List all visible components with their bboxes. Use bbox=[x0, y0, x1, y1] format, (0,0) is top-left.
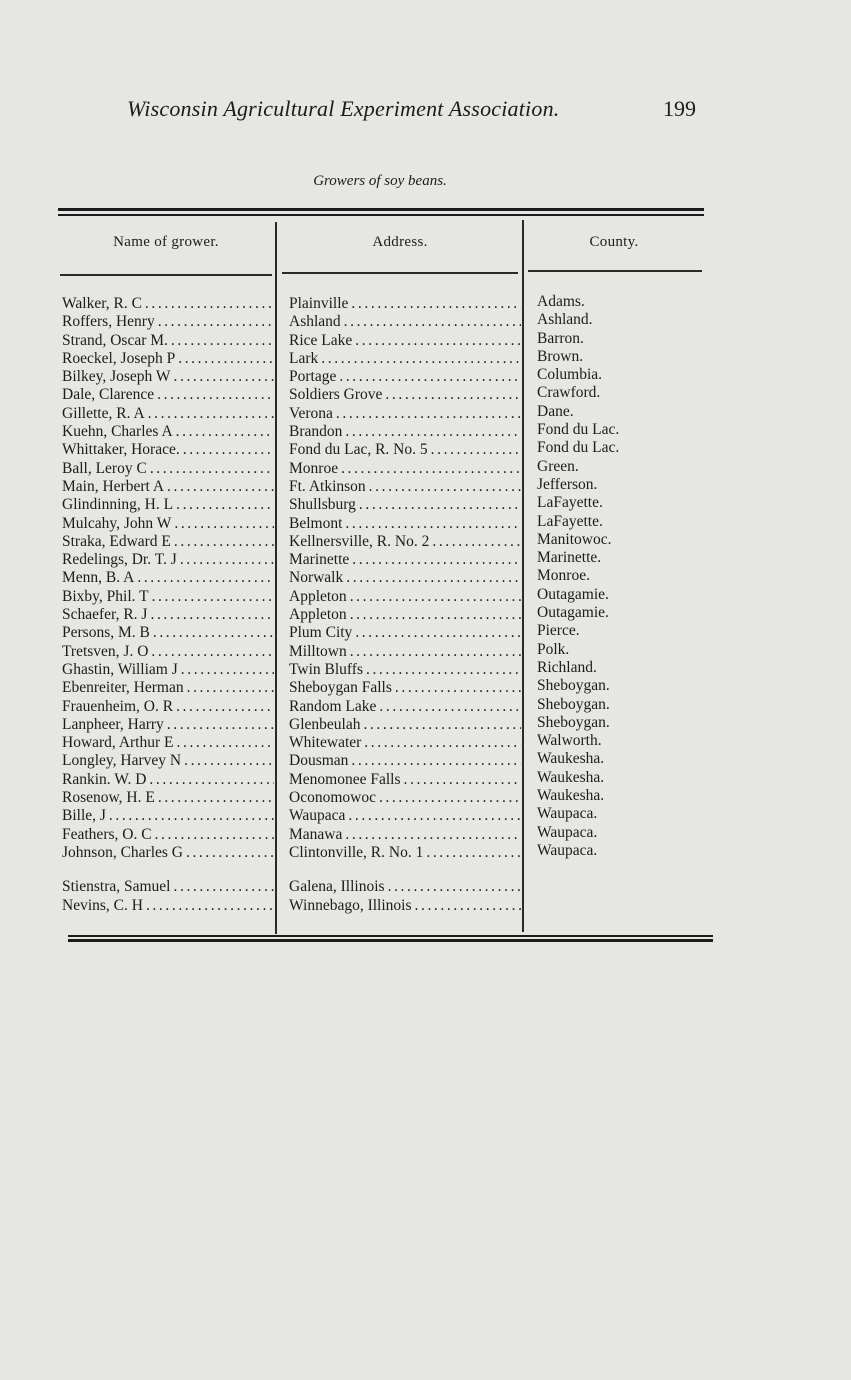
grower-address-text: Marinette bbox=[289, 551, 350, 569]
grower-county: Polk. bbox=[537, 640, 570, 658]
leader-dots bbox=[428, 441, 521, 459]
grower-address-text: Ft. Atkinson bbox=[289, 477, 366, 495]
leader-dots bbox=[173, 496, 274, 514]
grower-address bbox=[289, 460, 521, 478]
leader-dots bbox=[347, 643, 521, 661]
grower-name-text: Feathers, O. C bbox=[62, 825, 152, 843]
leader-dots bbox=[147, 460, 274, 478]
grower-address-text: Oconomowoc bbox=[289, 789, 376, 807]
grower-name-text: Rankin. W. D bbox=[62, 770, 147, 788]
grower-county: Barron. bbox=[537, 329, 584, 347]
leader-dots bbox=[152, 826, 274, 844]
grower-name-text: Bixby, Phil. T bbox=[62, 587, 149, 605]
grower-address bbox=[289, 423, 521, 441]
grower-address bbox=[289, 441, 521, 459]
leader-dots bbox=[106, 807, 274, 825]
grower-name bbox=[62, 295, 274, 313]
grower-name bbox=[62, 844, 274, 862]
leader-dots bbox=[385, 878, 521, 896]
leader-dots bbox=[401, 771, 522, 789]
grower-county: Waupaca. bbox=[537, 805, 598, 823]
leader-dots bbox=[360, 716, 521, 734]
grower-name bbox=[62, 460, 274, 478]
leader-dots bbox=[178, 661, 274, 679]
grower-name bbox=[62, 807, 274, 825]
leader-dots bbox=[180, 441, 274, 459]
leader-dots bbox=[184, 679, 274, 697]
grower-county: Columbia. bbox=[537, 366, 603, 384]
leader-dots bbox=[134, 569, 274, 587]
grower-name bbox=[62, 533, 274, 551]
grower-county: Waukesha. bbox=[537, 787, 605, 805]
section-gap bbox=[289, 862, 521, 878]
grower-name bbox=[62, 569, 274, 587]
leader-dots bbox=[352, 332, 521, 350]
grower-county: Pierce. bbox=[537, 622, 580, 640]
grower-name-text: Frauenheim, O. R bbox=[62, 697, 174, 715]
grower-county: LaFayette. bbox=[537, 494, 603, 512]
grower-name-text: Bilkey, Joseph W bbox=[62, 368, 171, 386]
leader-dots bbox=[174, 734, 275, 752]
grower-name-text: Kuehn, Charles A bbox=[62, 423, 173, 441]
grower-address bbox=[289, 752, 521, 770]
leader-dots bbox=[412, 897, 522, 915]
table-top-rule-thin bbox=[58, 214, 704, 216]
grower-name bbox=[62, 368, 274, 386]
leader-dots bbox=[143, 897, 274, 915]
leader-dots bbox=[363, 661, 521, 679]
grower-address bbox=[289, 588, 521, 606]
leader-dots bbox=[149, 588, 274, 606]
grower-name bbox=[62, 551, 274, 569]
grower-county: Dane. bbox=[537, 402, 574, 420]
leader-dots bbox=[171, 368, 275, 386]
grower-address-text: Waupaca bbox=[289, 807, 346, 825]
grower-county: Marinette. bbox=[537, 549, 602, 567]
grower-name bbox=[62, 878, 274, 896]
leader-dots bbox=[356, 496, 521, 514]
grower-name-text: Main, Herbert A bbox=[62, 477, 165, 495]
leader-dots bbox=[171, 515, 274, 533]
grower-address bbox=[289, 878, 521, 896]
grower-address bbox=[289, 533, 521, 551]
grower-name-text: Johnson, Charles G bbox=[62, 843, 183, 861]
leader-dots bbox=[168, 332, 274, 350]
grower-address-text: Random Lake bbox=[289, 697, 377, 715]
grower-name bbox=[62, 643, 274, 661]
leader-dots bbox=[150, 624, 274, 642]
leader-dots bbox=[155, 313, 274, 331]
leader-dots bbox=[145, 405, 274, 423]
grower-address-text: Fond du Lac, R. No. 5 bbox=[289, 441, 428, 459]
grower-address bbox=[289, 405, 521, 423]
grower-address bbox=[289, 679, 521, 697]
grower-name-text: Persons, M. B bbox=[62, 624, 150, 642]
grower-county: Jefferson. bbox=[537, 475, 598, 493]
grower-address-text: Menomonee Falls bbox=[289, 770, 401, 788]
grower-address-text: Shullsburg bbox=[289, 496, 356, 514]
grower-address bbox=[289, 789, 521, 807]
grower-name-text: Tretsven, J. O bbox=[62, 642, 149, 660]
wisconsin-addresses bbox=[289, 295, 521, 862]
grower-name-text: Stienstra, Samuel bbox=[62, 878, 171, 896]
leader-dots bbox=[342, 826, 521, 844]
grower-address-text: Manawa bbox=[289, 825, 343, 843]
grower-name bbox=[62, 897, 274, 915]
header-underline-name bbox=[60, 274, 272, 276]
grower-county: Waukesha. bbox=[537, 768, 605, 786]
leader-dots bbox=[349, 551, 521, 569]
grower-address-text: Sheboygan Falls bbox=[289, 679, 392, 697]
grower-address bbox=[289, 295, 521, 313]
grower-address bbox=[289, 350, 521, 368]
grower-address-text: Portage bbox=[289, 368, 337, 386]
grower-name bbox=[62, 405, 274, 423]
grower-name-text: Walker, R. C bbox=[62, 295, 142, 312]
leader-dots bbox=[338, 460, 521, 478]
leader-dots bbox=[361, 734, 521, 752]
leader-dots bbox=[366, 478, 521, 496]
grower-address-text: Plainville bbox=[289, 295, 349, 312]
grower-name-text: Glindinning, H. L bbox=[62, 496, 174, 514]
leader-dots bbox=[177, 551, 274, 569]
grower-name-text: Ghastin, William J bbox=[62, 660, 178, 678]
leader-dots bbox=[147, 606, 274, 624]
grower-county: Adams. bbox=[537, 293, 585, 310]
leader-dots bbox=[175, 350, 274, 368]
grower-address bbox=[289, 368, 521, 386]
grower-address bbox=[289, 478, 521, 496]
leader-dots bbox=[333, 405, 521, 423]
leader-dots bbox=[348, 295, 521, 313]
grower-address-text: Twin Bluffs bbox=[289, 660, 363, 678]
grower-address bbox=[289, 624, 521, 642]
leader-dots bbox=[164, 716, 274, 734]
grower-address-text: Appleton bbox=[289, 606, 347, 624]
grower-county: Brown. bbox=[537, 347, 584, 365]
section-gap bbox=[62, 862, 274, 878]
illinois-names bbox=[62, 878, 274, 915]
grower-county: Waukesha. bbox=[537, 750, 605, 768]
grower-name-text: Rosenow, H. E bbox=[62, 789, 155, 807]
leader-dots bbox=[347, 606, 521, 624]
table-bottom-rule bbox=[68, 939, 713, 942]
leader-dots bbox=[173, 698, 274, 716]
grower-address-text: Brandon bbox=[289, 423, 343, 441]
table-bottom-rule-thin bbox=[68, 935, 713, 937]
grower-address-text: Whitewater bbox=[289, 734, 362, 752]
grower-address-text: Kellnersville, R. No. 2 bbox=[289, 532, 430, 550]
leader-dots bbox=[336, 368, 521, 386]
leader-dots bbox=[345, 807, 521, 825]
leader-dots bbox=[342, 423, 521, 441]
grower-address bbox=[289, 771, 521, 789]
grower-name bbox=[62, 350, 274, 368]
grower-address bbox=[289, 807, 521, 825]
grower-county: Waupaca. bbox=[537, 841, 598, 859]
grower-address-text: Soldiers Grove bbox=[289, 386, 383, 404]
grower-county: Fond du Lac. bbox=[537, 421, 620, 439]
grower-name-text: Schaefer, R. J bbox=[62, 606, 148, 624]
column-header-county: County. bbox=[589, 234, 639, 250]
grower-county: Crawford. bbox=[537, 384, 601, 402]
grower-county: Sheboygan. bbox=[537, 713, 610, 731]
grower-name-text: Gillette, R. A bbox=[62, 404, 145, 422]
running-head: Wisconsin Agricultural Experiment Association. bbox=[127, 96, 560, 121]
grower-address-text: Glenbeulah bbox=[289, 715, 361, 733]
grower-address-text: Clintonville, R. No. 1 bbox=[289, 843, 424, 861]
grower-address bbox=[289, 551, 521, 569]
grower-name bbox=[62, 771, 274, 789]
grower-address-text: Rice Lake bbox=[289, 331, 353, 349]
grower-name-text: Dale, Clarence bbox=[62, 386, 155, 404]
grower-county: Monroe. bbox=[537, 567, 590, 585]
leader-dots bbox=[142, 295, 274, 313]
grower-address bbox=[289, 515, 521, 533]
grower-county: Outagamie. bbox=[537, 604, 609, 622]
grower-name bbox=[62, 624, 274, 642]
leader-dots bbox=[171, 533, 274, 551]
leader-dots bbox=[173, 423, 274, 441]
leader-dots bbox=[341, 313, 521, 331]
grower-address bbox=[289, 698, 521, 716]
column-header-name: Name of grower. bbox=[113, 234, 219, 250]
grower-name-text: Roeckel, Joseph P bbox=[62, 349, 176, 367]
grower-name bbox=[62, 826, 274, 844]
grower-address-text: Milltown bbox=[289, 642, 347, 660]
grower-name-text: Strand, Oscar M. bbox=[62, 331, 168, 349]
grower-name bbox=[62, 332, 274, 350]
grower-name-text: Lanpheer, Harry bbox=[62, 715, 164, 733]
header-underline-county bbox=[528, 270, 702, 272]
page-number: 199 bbox=[663, 96, 696, 121]
grower-name bbox=[62, 423, 274, 441]
grower-name bbox=[62, 588, 274, 606]
grower-name-text: Bille, J bbox=[62, 807, 106, 825]
grower-name bbox=[62, 441, 274, 459]
leader-dots bbox=[382, 386, 521, 404]
grower-county: Manitowoc. bbox=[537, 530, 612, 548]
grower-name bbox=[62, 496, 274, 514]
grower-address-text: Lark bbox=[289, 349, 319, 367]
grower-address bbox=[289, 569, 521, 587]
table-top-rule bbox=[58, 208, 704, 211]
header-underline-address bbox=[282, 272, 518, 274]
leader-dots bbox=[376, 698, 521, 716]
county-column bbox=[537, 293, 707, 860]
grower-address-text: Norwalk bbox=[289, 569, 344, 587]
leader-dots bbox=[376, 789, 521, 807]
column-divider-1 bbox=[275, 222, 277, 934]
leader-dots bbox=[429, 533, 521, 551]
grower-name-text: Longley, Harvey N bbox=[62, 752, 182, 770]
grower-address bbox=[289, 606, 521, 624]
grower-name bbox=[62, 679, 274, 697]
table-caption: Growers of soy beans. bbox=[313, 173, 447, 189]
grower-county: Walworth. bbox=[537, 732, 602, 750]
grower-address bbox=[289, 386, 521, 404]
grower-county: Sheboygan. bbox=[537, 695, 610, 713]
illinois-addresses bbox=[289, 878, 521, 915]
grower-county: Ashland. bbox=[537, 311, 593, 329]
grower-name-text: Straka, Edward E bbox=[62, 532, 171, 550]
grower-name bbox=[62, 789, 274, 807]
leader-dots bbox=[148, 643, 274, 661]
leader-dots bbox=[423, 844, 521, 862]
grower-name-text: Nevins, C. H bbox=[62, 896, 143, 914]
grower-address bbox=[289, 313, 521, 331]
leader-dots bbox=[343, 569, 521, 587]
grower-name bbox=[62, 606, 274, 624]
leader-dots bbox=[183, 844, 274, 862]
grower-county: Richland. bbox=[537, 658, 597, 676]
grower-address bbox=[289, 844, 521, 862]
grower-name bbox=[62, 734, 274, 752]
grower-name bbox=[62, 515, 274, 533]
grower-name-text: Ebenreiter, Herman bbox=[62, 679, 184, 697]
grower-address-text: Dousman bbox=[289, 752, 349, 770]
grower-address-text: Verona bbox=[289, 404, 333, 422]
grower-address-text: Ashland bbox=[289, 313, 341, 331]
leader-dots bbox=[342, 515, 521, 533]
grower-address bbox=[289, 332, 521, 350]
grower-name bbox=[62, 752, 274, 770]
grower-address bbox=[289, 826, 521, 844]
leader-dots bbox=[347, 588, 521, 606]
leader-dots bbox=[181, 752, 274, 770]
leader-dots bbox=[392, 679, 521, 697]
grower-county: Green. bbox=[537, 457, 579, 475]
name-column bbox=[62, 295, 274, 915]
grower-address-text: Monroe bbox=[289, 459, 339, 477]
grower-address-text: Galena, Illinois bbox=[289, 878, 385, 896]
grower-name-text: Menn, B. A bbox=[62, 569, 135, 587]
grower-county: Outagamie. bbox=[537, 585, 609, 603]
leader-dots bbox=[318, 350, 521, 368]
wisconsin-counties bbox=[537, 293, 707, 860]
leader-dots bbox=[352, 624, 521, 642]
leader-dots bbox=[164, 478, 274, 496]
grower-name bbox=[62, 313, 274, 331]
grower-name-text: Redelings, Dr. T. J bbox=[62, 551, 177, 569]
grower-name bbox=[62, 698, 274, 716]
grower-name bbox=[62, 386, 274, 404]
grower-address bbox=[289, 897, 521, 915]
grower-address bbox=[289, 496, 521, 514]
grower-name bbox=[62, 661, 274, 679]
grower-name-text: Ball, Leroy C bbox=[62, 459, 147, 477]
grower-name-text: Whittaker, Horace. bbox=[62, 441, 180, 459]
column-header-address: Address. bbox=[372, 234, 428, 250]
grower-address bbox=[289, 643, 521, 661]
grower-county: Sheboygan. bbox=[537, 677, 610, 695]
grower-address-text: Belmont bbox=[289, 514, 343, 532]
leader-dots bbox=[154, 386, 274, 404]
grower-address-text: Winnebago, Illinois bbox=[289, 896, 412, 914]
leader-dots bbox=[155, 789, 274, 807]
grower-name bbox=[62, 478, 274, 496]
grower-county: LaFayette. bbox=[537, 512, 603, 530]
grower-name-text: Mulcahy, John W bbox=[62, 514, 172, 532]
leader-dots bbox=[348, 752, 521, 770]
leader-dots bbox=[146, 771, 274, 789]
grower-address-text: Plum City bbox=[289, 624, 353, 642]
grower-county: Waupaca. bbox=[537, 823, 598, 841]
column-divider-2 bbox=[522, 220, 524, 932]
grower-name-text: Roffers, Henry bbox=[62, 313, 155, 331]
grower-address-text: Appleton bbox=[289, 587, 347, 605]
grower-address bbox=[289, 661, 521, 679]
address-column bbox=[289, 295, 521, 915]
grower-address bbox=[289, 734, 521, 752]
grower-name-text: Howard, Arthur E bbox=[62, 734, 174, 752]
leader-dots bbox=[171, 878, 275, 896]
grower-county: Fond du Lac. bbox=[537, 439, 620, 457]
grower-address bbox=[289, 716, 521, 734]
wisconsin-names bbox=[62, 295, 274, 862]
grower-name bbox=[62, 716, 274, 734]
